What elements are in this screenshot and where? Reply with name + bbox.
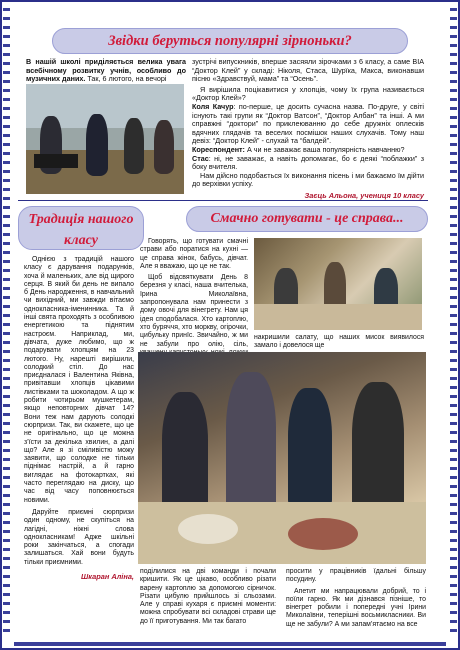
- article2-body: [24, 256, 134, 581]
- article3-title-banner: [186, 206, 428, 232]
- article1-p5: : ні, не заважає, а навіть допомагає, бо є деякі “поблажки” з боку вчителя.: [192, 153, 424, 172]
- left-binding: [3, 8, 10, 634]
- article1-p4-label: Кореспондент:: [192, 144, 245, 154]
- article1-lead: [26, 58, 186, 84]
- article2-paragraph: Однією з традицій нашого класу є дарування подарунків, хоча й маленьких, але від щирого серця. В який би день не випало б День народження, в навчальний чи вихідний, ми завжди вітаємо однокласника-іменинника. Та й інші свята проходять з особливою енергетикою та піднятим настроєм. Наприклад, ми, дівчата, дуже любимо, що ж подарувати хлопцям на 23 лютого. Ну, нарешті вирішили, солодкий стіл. До нас приєдналася і Валентина Яківна, привітавши хлопців цікавими листівками та шоколадом. А що ж робити чотирьом мушкетерам, якщо неповторних дівчат 14? Вони теж нам дарують солодкі сюрпризи. Так, ви скажете, що це не оригінально, що це можна з’їсти за декілька хвилин, а далі що? Але я зі сміливістю можу заявити, що солодке не тільки піднімає настрій, а й гарно виглядає на фотокартках, які часто переглядаю на диску, що час від часу поповнюється новими.: [24, 256, 134, 504]
- right-binding: [450, 8, 457, 634]
- article3-col2-text: накришили салату, що наших мисок виявилося замало і довелося ще: [254, 334, 424, 350]
- bottom-rule: [14, 642, 446, 646]
- article1-p2: Я вирішила поцікавитися у хлопців, чому їх група називається «Доктор Клей»?: [192, 84, 424, 103]
- article2-title-line1: Традиція нашого: [28, 212, 134, 227]
- article1-title-banner: [52, 28, 408, 54]
- article1-body: [192, 58, 424, 201]
- article1-p6: Нам дійсно подобається їх виконання пісень і ми бажаємо їм дійти до верхівки успіху.: [192, 170, 424, 189]
- article1-title: Звідки беруться популярні зірноньки?: [108, 33, 352, 49]
- section-divider: [18, 200, 428, 201]
- article2-paragraph: Даруйте приємні сюрпризи один одному, не скупіться на лагідні, ніжні слова однокласникам! Адже шкільні роки закінчаться, а спогади залишаться. Хай вони будуть тільки приємними.: [24, 508, 134, 566]
- article1-p3-label: Коля Качур: [192, 101, 234, 111]
- article3-col-b-p1: просити у працівників їдальні більшу посудину.: [286, 568, 426, 584]
- article3-col-b-p2: Апетит ми напрацювали добрий, то і поїли гарно. Як ми дізнався пізніше, то вінегрет робили і попередні учні Ірини Миколаївни, теперішні восьмикласники. Ви ще не забули? А ми запам’ятаємо на все: [286, 587, 426, 628]
- article1-lead-rest: Так, 6 лютого, на вечорі: [85, 74, 167, 84]
- article3-col1: [140, 238, 248, 365]
- concert-photo: [26, 84, 184, 194]
- article1-signature: Заєць Альона, учениця 10 класу: [304, 190, 424, 200]
- article3-col2-top: [254, 334, 424, 351]
- article2-signature: Шкаран Аліна,: [81, 571, 134, 581]
- article3-title: Смачно готувати - це справа...: [210, 211, 404, 226]
- cooking-photo-small: [254, 238, 422, 330]
- article1-lead-bold: В нашій школі приділяється велика увага всебічному розвитку учнів, особливо до музичних даних.: [26, 57, 186, 84]
- article3-col-a: [140, 568, 276, 626]
- article3-col-b: [286, 568, 426, 629]
- cooking-photo-large: [138, 352, 426, 564]
- article1-p3: : по-перше, це досить сучасна назва. По-друге, у світі існують такі групи як “Доктор Ватсон”, “Доктор Албан” та інші. А ми справжні “доктори” по приклеюванню до себе дружніх оплесків вдячних глядачів та веселих посмішок наших слухачів. Тому наш девіз: “Доктор Клей” - слухай та “балдей”.: [192, 101, 424, 146]
- article1-p4: А чи не заважає ваша популярність навчанню?: [244, 144, 405, 154]
- article3-paragraph: Говорять, що готувати смачні страви або поратися на кухні — це справа жінок, бабусь, дівчат. Але я вважаю, що це не так.: [140, 238, 248, 270]
- article1-p5-label: Стас: [192, 153, 209, 163]
- article3-col-a-text: поділилися на дві команди і почали кришити. Як це цікаво, особливо різати варену картоплю за допомогою сірничок. Різати цибулю прийшлось зі сльозами. Але у справі кухаря є приємні моменти: можна спробувати всі складові страви ще до її приготування. Ми так багато: [140, 568, 276, 625]
- article2-title-line2: класу: [64, 233, 98, 248]
- article3-paragraph: Щоб відсвяткувати День 8 березня у класі, наша вчителька, Ірина Миколаївна, запропонувала нам принести з дому овочі для вінегрету. Нам ця ідея сподобалася. Хто картоплю, хто буряччя, хто моркву, огірочки, цибульку принїс. Звичайно, ж ми не забули про олію, сіль,: [140, 274, 248, 348]
- article2-title-banner: [18, 206, 144, 250]
- article1-p1: зустрічі випускників, вперше засяяли зірочками з 6 класу, а саме ВІА “Доктор Клей” у складі: Ніколя, Стаса, Шурїка, Макса, виконавши пісню «Здравствуй, мама” та “Осень”.: [192, 57, 424, 84]
